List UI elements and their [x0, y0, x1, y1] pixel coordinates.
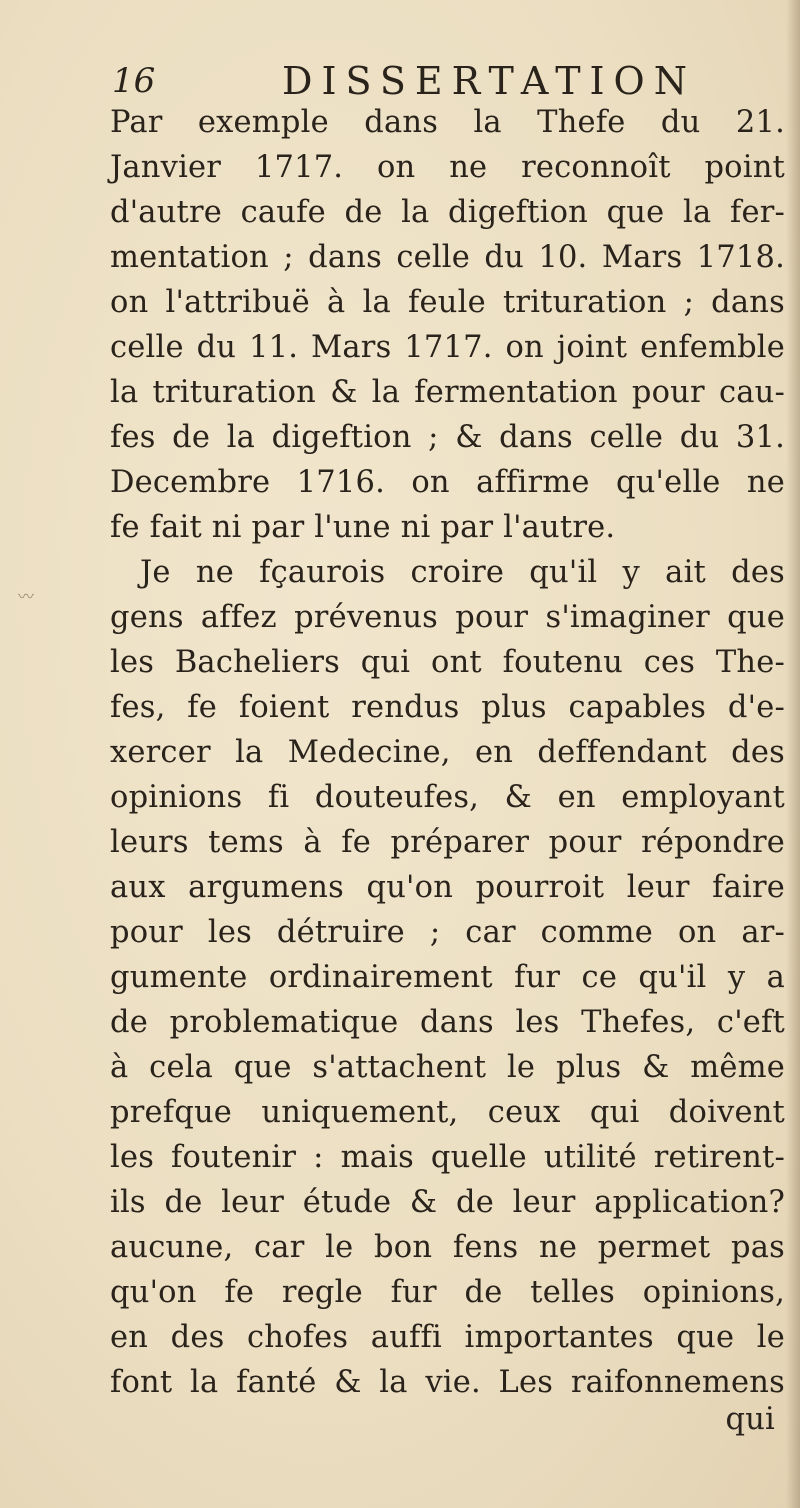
margin-ink-mark: 〰	[18, 587, 35, 606]
running-title: DISSERTATION	[282, 59, 696, 103]
text-line: aucune, car le bon fens ne permet pas	[110, 1230, 785, 1265]
text-line: Janvier 1717. on ne reconnoît point	[110, 150, 785, 185]
text-line: fes, fe foient rendus plus capables d'e-	[110, 690, 785, 725]
text-line: pour les détruire ; car comme on ar-	[110, 915, 785, 950]
body-text	[110, 100, 785, 1445]
text-line: prefque uniquement, ceux qui doivent	[110, 1095, 785, 1130]
text-line: fes de la digeftion ; & dans celle du 31.	[110, 420, 785, 455]
text-line: gumente ordinairement fur ce qu'il y a	[110, 960, 785, 995]
text-line: de problematique dans les Thefes, c'eft	[110, 1005, 785, 1040]
text-line: aux argumens qu'on pourroit leur faire	[110, 870, 785, 905]
text-line: fe fait ni par l'une ni par l'autre.	[110, 510, 616, 545]
text-line: d'autre caufe de la digeftion que la fer-	[110, 195, 785, 230]
page-number: 16	[112, 61, 156, 101]
text-line: en des chofes auffi importantes que le	[110, 1320, 785, 1355]
text-line: on l'attribuë à la feule trituration ; dans	[110, 285, 785, 320]
text-line: les Bacheliers qui ont foutenu ces The-	[110, 645, 785, 680]
text-line: les foutenir : mais quelle utilité retirent-	[110, 1140, 785, 1175]
text-line: font la fanté & la vie. Les raifonnemens	[110, 1365, 785, 1400]
text-line: à cela que s'attachent le plus & même	[110, 1050, 785, 1085]
text-line: opinions fi douteufes, & en employant	[110, 780, 785, 815]
text-line: qu'on fe regle fur de telles opinions,	[110, 1275, 785, 1310]
catchword: qui	[725, 1402, 775, 1437]
text-line: mentation ; dans celle du 10. Mars 1718.	[110, 240, 785, 275]
text-line: Decembre 1716. on affirme qu'elle ne	[110, 465, 785, 500]
text-line: gens affez prévenus pour s'imaginer que	[110, 600, 785, 635]
text-line: celle du 11. Mars 1717. on joint enfemble	[110, 330, 785, 365]
text-line: ils de leur étude & de leur application?	[110, 1185, 785, 1220]
text-line: xercer la Medecine, en deffendant des	[110, 735, 785, 770]
running-head	[112, 58, 712, 104]
text-line: Je ne fçaurois croire qu'il y ait des	[140, 555, 785, 590]
text-line: la trituration & la fermentation pour cau-	[110, 375, 785, 410]
text-line: leurs tems à fe préparer pour répondre	[110, 825, 785, 860]
page-edge-shadow	[786, 0, 800, 1508]
text-line: Par exemple dans la Thefe du 21.	[110, 105, 785, 140]
